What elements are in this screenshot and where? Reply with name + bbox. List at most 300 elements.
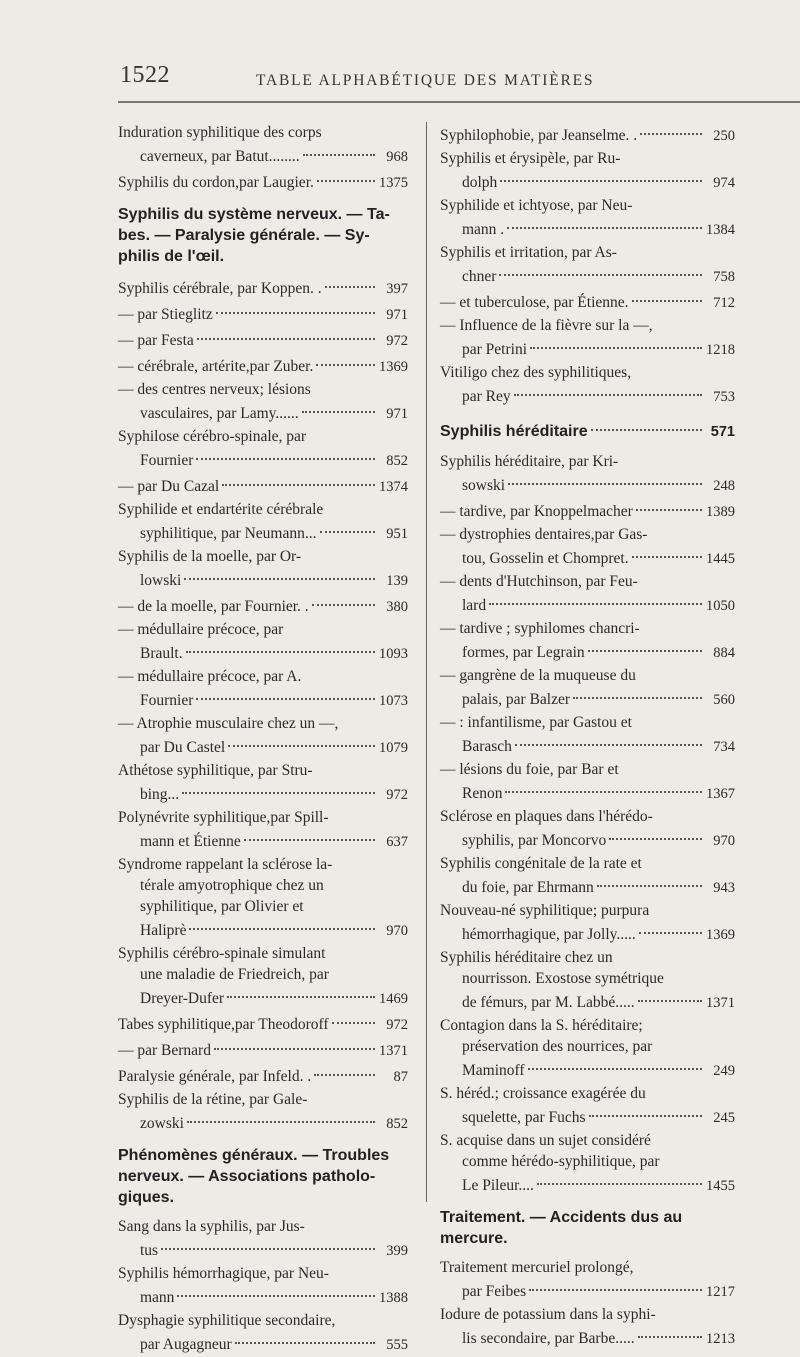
entry-text: Syphilis et érysipèle, par Ru- bbox=[440, 150, 621, 167]
entry-text: Maminoff bbox=[462, 1062, 525, 1079]
leader-dots bbox=[597, 869, 702, 887]
index-entry bbox=[440, 451, 735, 497]
header-rule bbox=[118, 101, 800, 103]
leader-dots bbox=[235, 1326, 375, 1344]
index-entry bbox=[440, 362, 735, 408]
index-entry bbox=[118, 426, 408, 472]
entry-line bbox=[440, 169, 735, 194]
entry-text: nerveux. — Associations patholo- bbox=[118, 1168, 376, 1185]
entry-text: lis secondaire, par Barbe..... bbox=[462, 1330, 635, 1347]
page-reference: 1389 bbox=[706, 504, 735, 520]
entry-line bbox=[440, 639, 735, 664]
section-heading bbox=[440, 418, 735, 443]
entry-text: Syphilis du cordon,par Laugier. bbox=[118, 174, 314, 191]
entry-line bbox=[118, 875, 408, 896]
entry-text: syphilis, par Moncorvo bbox=[462, 832, 607, 849]
page-number: 1522 bbox=[120, 62, 170, 88]
leader-dots bbox=[197, 322, 375, 340]
entry-text: philis de l'œil. bbox=[118, 248, 225, 265]
entry-text: mann . bbox=[462, 221, 505, 238]
leader-dots bbox=[609, 822, 702, 840]
entry-text: mercure. bbox=[440, 1230, 508, 1247]
entry-line bbox=[440, 545, 735, 570]
entry-text: — des centres nerveux; lésions bbox=[118, 381, 311, 398]
entry-line bbox=[440, 827, 735, 852]
index-entry bbox=[118, 619, 408, 665]
leader-dots bbox=[302, 395, 375, 413]
index-entry bbox=[118, 379, 408, 425]
entry-text: sowski bbox=[462, 477, 506, 494]
entry-text: Syphilis de la moelle, par Or- bbox=[118, 548, 302, 565]
page-reference: 1093 bbox=[379, 646, 408, 662]
section-heading bbox=[118, 1145, 408, 1208]
entry-line bbox=[118, 520, 408, 545]
leader-dots bbox=[573, 681, 702, 699]
page-reference: 380 bbox=[386, 599, 408, 615]
index-entry bbox=[118, 713, 408, 759]
entry-line bbox=[440, 1172, 735, 1197]
entry-line bbox=[118, 225, 408, 246]
entry-text: tus bbox=[140, 1242, 159, 1259]
entry-text: — par Du Cazal bbox=[118, 478, 220, 495]
index-entry bbox=[118, 353, 408, 378]
page-reference: 87 bbox=[393, 1069, 408, 1085]
entry-text: Syphilis congénitale de la rate et bbox=[440, 855, 642, 872]
entry-text: — par Festa bbox=[118, 332, 194, 349]
leader-dots bbox=[182, 776, 375, 794]
index-entry bbox=[118, 1310, 408, 1356]
entry-text: squelette, par Fuchs bbox=[462, 1109, 586, 1126]
entry-text: par Rey bbox=[462, 388, 511, 405]
leader-dots bbox=[177, 1279, 375, 1297]
page-reference: 250 bbox=[713, 128, 735, 144]
index-entry bbox=[440, 289, 735, 314]
page-reference: 1367 bbox=[706, 786, 735, 802]
entry-text: Sclérose en plaques dans l'hérédo- bbox=[440, 808, 653, 825]
entry-text: Nouveau-né syphilitique; purpura bbox=[440, 902, 650, 919]
index-entry bbox=[440, 195, 735, 241]
entry-text: Syndrome rappelant la sclérose la- bbox=[118, 856, 333, 873]
entry-line bbox=[440, 216, 735, 241]
index-entry bbox=[118, 473, 408, 498]
entry-text: par Feibes bbox=[462, 1283, 527, 1300]
entry-text: comme hérédo-syphilitique, par bbox=[462, 1153, 660, 1170]
leader-dots bbox=[317, 164, 375, 182]
entry-line bbox=[118, 1110, 408, 1135]
page-reference: 560 bbox=[713, 692, 735, 708]
entry-line bbox=[440, 1015, 735, 1036]
entry-text: Iodure de potassium dans la syphi- bbox=[440, 1306, 656, 1323]
entry-line bbox=[118, 1145, 408, 1166]
entry-text: mann et Étienne bbox=[140, 833, 241, 850]
page-reference: 971 bbox=[386, 307, 408, 323]
entry-text: Fournier bbox=[140, 452, 194, 469]
entry-text: — dents d'Hutchinson, par Feu- bbox=[440, 573, 638, 590]
entry-line bbox=[440, 122, 735, 147]
entry-text: Syphilide et ichtyose, par Neu- bbox=[440, 197, 633, 214]
entry-text: — lésions du foie, par Bar et bbox=[440, 761, 619, 778]
leader-dots bbox=[528, 1052, 702, 1070]
index-entry bbox=[440, 900, 735, 946]
entry-line bbox=[440, 592, 735, 617]
leader-dots bbox=[320, 515, 376, 533]
page-reference: 1213 bbox=[706, 1331, 735, 1347]
leader-dots bbox=[332, 1006, 375, 1024]
page-reference: 758 bbox=[713, 269, 735, 285]
leader-dots bbox=[515, 728, 702, 746]
page-reference: 637 bbox=[386, 834, 408, 850]
leader-dots bbox=[227, 980, 375, 998]
entry-text: Syphilide et endartérite cérébrale bbox=[118, 501, 324, 518]
entry-line bbox=[118, 1284, 408, 1309]
entry-text: syphilitique, par Olivier et bbox=[140, 898, 304, 915]
entry-text: — par Stieglitz bbox=[118, 306, 213, 323]
entry-text: — Influence de la fièvre sur la —, bbox=[440, 317, 653, 334]
page-reference: 712 bbox=[713, 295, 735, 311]
leader-dots bbox=[161, 1232, 375, 1250]
entry-line bbox=[118, 1331, 408, 1356]
entry-text: — tardive, par Knoppelmacher bbox=[440, 503, 633, 520]
index-entry bbox=[440, 1304, 735, 1350]
entry-text: Syphilophobie, par Jeanselme. . bbox=[440, 127, 638, 144]
entry-text: zowski bbox=[140, 1115, 184, 1132]
leader-dots bbox=[228, 729, 375, 747]
entry-line bbox=[118, 204, 408, 225]
index-entry bbox=[440, 1083, 735, 1129]
page-reference: 399 bbox=[386, 1243, 408, 1259]
entry-line bbox=[440, 289, 735, 314]
entry-line bbox=[440, 780, 735, 805]
leader-dots bbox=[312, 588, 375, 606]
entry-text: Fournier bbox=[140, 692, 194, 709]
entry-text: — cérébrale, artérite,par Zuber. bbox=[118, 358, 314, 375]
entry-text: vasculaires, par Lamy...... bbox=[140, 405, 299, 422]
entry-text: Contagion dans la S. héréditaire; bbox=[440, 1017, 643, 1034]
leader-dots bbox=[639, 916, 702, 934]
section-heading bbox=[118, 204, 408, 267]
leader-dots bbox=[489, 587, 702, 605]
page-reference: 249 bbox=[713, 1063, 735, 1079]
entry-text: térale amyotrophique chez un bbox=[140, 877, 324, 894]
entry-text: — : infantilisme, par Gastou et bbox=[440, 714, 632, 731]
page-reference: 753 bbox=[713, 389, 735, 405]
entry-text: par Du Castel bbox=[140, 739, 226, 756]
leader-dots bbox=[589, 1099, 702, 1117]
entry-text: bes. — Paralysie générale. — Sy- bbox=[118, 227, 370, 244]
page-reference: 1050 bbox=[706, 598, 735, 614]
entry-text: Syphilis hémorrhagique, par Neu- bbox=[118, 1265, 329, 1282]
page-reference: 139 bbox=[386, 573, 408, 589]
entry-text: Traitement mercuriel prolongé, bbox=[440, 1259, 634, 1276]
leader-dots bbox=[222, 468, 375, 486]
index-entry bbox=[440, 242, 735, 288]
index-entry bbox=[440, 1130, 735, 1197]
entry-text: caverneux, par Batut........ bbox=[140, 148, 300, 165]
entry-text: nourrisson. Exostose symétrique bbox=[462, 970, 664, 987]
entry-text: Athétose syphilitique, par Stru- bbox=[118, 762, 313, 779]
index-entry bbox=[118, 169, 408, 194]
entry-text: Barasch bbox=[462, 738, 512, 755]
leader-dots bbox=[505, 775, 702, 793]
right-column bbox=[440, 122, 735, 1351]
entry-text: Syphilis héréditaire bbox=[440, 423, 588, 440]
entry-line bbox=[118, 246, 408, 267]
entry-line bbox=[440, 336, 735, 361]
index-entry bbox=[118, 593, 408, 618]
entry-text: Paralysie générale, par Infeld. . bbox=[118, 1068, 312, 1085]
entry-text: Syphilis héréditaire chez un bbox=[440, 949, 613, 966]
leader-dots bbox=[591, 413, 702, 431]
entry-text: — et tuberculose, par Étienne. bbox=[440, 294, 629, 311]
index-entry bbox=[440, 853, 735, 899]
entry-line bbox=[440, 1130, 735, 1151]
entry-text: Syphilose cérébro-spinale, par bbox=[118, 428, 307, 445]
entry-line bbox=[440, 947, 735, 968]
leader-dots bbox=[244, 823, 375, 841]
entry-text: S. acquise dans un sujet considéré bbox=[440, 1132, 651, 1149]
page-reference: 971 bbox=[386, 406, 408, 422]
page-reference: 884 bbox=[713, 645, 735, 661]
index-entry bbox=[118, 1089, 408, 1135]
leader-dots bbox=[508, 467, 702, 485]
leader-dots bbox=[216, 296, 375, 314]
page-reference: 972 bbox=[386, 333, 408, 349]
page-reference: 1369 bbox=[379, 359, 408, 375]
leader-dots bbox=[632, 540, 702, 558]
entry-text: Tabes syphilitique,par Theodoroff bbox=[118, 1016, 329, 1033]
page-reference: 970 bbox=[386, 923, 408, 939]
entry-text: Polynévrite syphilitique,par Spill- bbox=[118, 809, 329, 826]
leader-dots bbox=[214, 1032, 375, 1050]
page-reference: 1079 bbox=[379, 740, 408, 756]
entry-text: de fémurs, par M. Labbé..... bbox=[462, 994, 635, 1011]
entry-line bbox=[118, 734, 408, 759]
index-entry bbox=[118, 1216, 408, 1262]
entry-line bbox=[118, 640, 408, 665]
entry-text: mann bbox=[140, 1289, 175, 1306]
entry-text: par Petrini bbox=[462, 341, 527, 358]
index-entry bbox=[440, 122, 735, 147]
page-reference: 555 bbox=[386, 1337, 408, 1353]
page-reference: 943 bbox=[713, 880, 735, 896]
entry-line bbox=[440, 874, 735, 899]
index-entry bbox=[118, 943, 408, 1010]
leader-dots bbox=[314, 1058, 375, 1076]
entry-text: Phénomènes généraux. — Troubles bbox=[118, 1147, 390, 1164]
page-reference: 968 bbox=[386, 149, 408, 165]
entry-line bbox=[440, 418, 735, 443]
entry-text: Induration syphilitique des corps bbox=[118, 124, 322, 141]
page-reference: 1374 bbox=[379, 479, 408, 495]
index-entry bbox=[118, 1263, 408, 1309]
entry-text: hémorrhagique, par Jolly..... bbox=[462, 926, 636, 943]
leader-dots bbox=[500, 164, 702, 182]
page-reference: 248 bbox=[713, 478, 735, 494]
entry-line bbox=[440, 686, 735, 711]
index-entry bbox=[440, 1257, 735, 1303]
entry-text: — gangrène de la muqueuse du bbox=[440, 667, 636, 684]
entry-text: chner bbox=[462, 268, 497, 285]
page-reference: 972 bbox=[386, 787, 408, 803]
leader-dots bbox=[638, 984, 702, 1002]
section-heading bbox=[440, 1207, 735, 1249]
entry-text: préservation des nourrices, par bbox=[462, 1038, 653, 1055]
page-reference: 1371 bbox=[379, 1043, 408, 1059]
page-reference: 852 bbox=[386, 453, 408, 469]
index-entry bbox=[440, 665, 735, 711]
entry-line bbox=[118, 169, 408, 194]
running-title: TABLE ALPHABÉTIQUE DES MATIÈRES bbox=[256, 72, 595, 89]
leader-dots bbox=[632, 284, 702, 302]
page-header bbox=[0, 0, 800, 110]
index-entry bbox=[118, 499, 408, 545]
left-column bbox=[118, 122, 408, 1357]
page-reference: 1388 bbox=[379, 1290, 408, 1306]
page-reference: 852 bbox=[386, 1116, 408, 1132]
entry-line bbox=[118, 593, 408, 618]
index-entry bbox=[118, 807, 408, 853]
leader-dots bbox=[588, 634, 702, 652]
entry-text: Syphilis héréditaire, par Kri- bbox=[440, 453, 619, 470]
entry-text: Syphilis et irritation, par As- bbox=[440, 244, 617, 261]
index-entry bbox=[440, 712, 735, 758]
entry-text: une maladie de Friedreich, par bbox=[140, 966, 329, 983]
index-entry bbox=[118, 760, 408, 806]
page-reference: 245 bbox=[713, 1110, 735, 1126]
index-entry bbox=[118, 666, 408, 712]
entry-text: Le Pileur.... bbox=[462, 1177, 534, 1194]
page-reference: 1371 bbox=[706, 995, 735, 1011]
entry-line bbox=[440, 1207, 735, 1228]
entry-line bbox=[118, 400, 408, 425]
page-reference: 970 bbox=[713, 833, 735, 849]
page-reference: 1445 bbox=[706, 551, 735, 567]
entry-text: lowski bbox=[140, 572, 182, 589]
entry-text: Syphilis du système nerveux. — Ta- bbox=[118, 206, 390, 223]
entry-line bbox=[440, 1228, 735, 1249]
entry-line bbox=[118, 781, 408, 806]
entry-line bbox=[440, 1057, 735, 1082]
entry-text: S. héréd.; croissance exagérée du bbox=[440, 1085, 646, 1102]
entry-line bbox=[440, 1104, 735, 1129]
entry-line bbox=[118, 1063, 408, 1088]
entry-line bbox=[440, 921, 735, 946]
column-divider bbox=[426, 122, 427, 1202]
leader-dots bbox=[638, 1320, 702, 1338]
entry-text: syphilitique, par Neumann... bbox=[140, 525, 317, 542]
leader-dots bbox=[507, 211, 702, 229]
entry-text: — dystrophies dentaires,par Gas- bbox=[440, 526, 648, 543]
index-entry bbox=[440, 806, 735, 852]
page-reference: 1369 bbox=[706, 927, 735, 943]
entry-text: Syphilis de la rétine, par Gale- bbox=[118, 1091, 308, 1108]
entry-text: Syphilis cérébrale, par Koppen. . bbox=[118, 280, 322, 297]
leader-dots bbox=[189, 912, 375, 930]
entry-text: Dysphagie syphilitique secondaire, bbox=[118, 1312, 336, 1329]
entry-text: Vitiligo chez des syphilitiques, bbox=[440, 364, 632, 381]
entry-line bbox=[440, 733, 735, 758]
page-reference: 1218 bbox=[706, 342, 735, 358]
index-entry bbox=[440, 759, 735, 805]
entry-line bbox=[118, 1166, 408, 1187]
leader-dots bbox=[196, 442, 375, 460]
entry-line bbox=[118, 1187, 408, 1208]
entry-line bbox=[118, 854, 408, 875]
index-entry bbox=[118, 122, 408, 168]
leader-dots bbox=[529, 1273, 702, 1291]
index-entry bbox=[118, 546, 408, 592]
entry-text: Renon bbox=[462, 785, 503, 802]
index-entry bbox=[440, 947, 735, 1014]
entry-line bbox=[118, 1237, 408, 1262]
entry-line bbox=[440, 498, 735, 523]
entry-text: lard bbox=[462, 597, 487, 614]
entry-text: Dreyer-Dufer bbox=[140, 990, 225, 1007]
entry-text: — médullaire précoce, par bbox=[118, 621, 284, 638]
entry-text: tou, Gosselin et Chompret. bbox=[462, 550, 629, 567]
entry-text: — Atrophie musculaire chez un —, bbox=[118, 715, 339, 732]
entry-line bbox=[118, 687, 408, 712]
entry-text: Haliprè bbox=[140, 922, 187, 939]
page-reference: 972 bbox=[386, 1017, 408, 1033]
entry-text: Syphilis cérébro-spinale simulant bbox=[118, 945, 326, 962]
entry-text: Traitement. — Accidents dus au bbox=[440, 1209, 683, 1226]
index-entry bbox=[440, 571, 735, 617]
page-reference: 951 bbox=[386, 526, 408, 542]
entry-text: dolph bbox=[462, 174, 498, 191]
leader-dots bbox=[187, 1105, 375, 1123]
index-entry bbox=[440, 315, 735, 361]
index-entry bbox=[118, 854, 408, 942]
leader-dots bbox=[636, 493, 702, 511]
entry-text: Sang dans la syphilis, par Jus- bbox=[118, 1218, 305, 1235]
page-reference: 1217 bbox=[706, 1284, 735, 1300]
index-entry bbox=[440, 498, 735, 523]
leader-dots bbox=[184, 562, 375, 580]
page-reference: 571 bbox=[710, 424, 735, 440]
leader-dots bbox=[303, 138, 375, 156]
page-reference: 1073 bbox=[379, 693, 408, 709]
entry-line bbox=[118, 943, 408, 964]
entry-text: du foie, par Ehrmann bbox=[462, 879, 594, 896]
entry-text: formes, par Legrain bbox=[462, 644, 585, 661]
entry-text: — médullaire précoce, par A. bbox=[118, 668, 302, 685]
entry-line bbox=[440, 1278, 735, 1303]
leader-dots bbox=[186, 635, 375, 653]
entry-line bbox=[440, 1325, 735, 1350]
index-entry bbox=[440, 148, 735, 194]
leader-dots bbox=[316, 348, 375, 366]
leader-dots bbox=[514, 378, 702, 396]
page-reference: 974 bbox=[713, 175, 735, 191]
entry-text: — tardive ; syphilomes chancri- bbox=[440, 620, 640, 637]
entry-text: par Augagneur bbox=[140, 1336, 232, 1353]
entry-text: Brault. bbox=[140, 645, 183, 662]
leader-dots bbox=[499, 258, 702, 276]
leader-dots bbox=[325, 270, 375, 288]
entry-line bbox=[118, 917, 408, 942]
leader-dots bbox=[640, 117, 702, 135]
leader-dots bbox=[537, 1167, 702, 1185]
entry-line bbox=[118, 353, 408, 378]
page-reference: 1455 bbox=[706, 1178, 735, 1194]
page-reference: 1469 bbox=[379, 991, 408, 1007]
entry-text: — de la moelle, par Fournier. . bbox=[118, 598, 309, 615]
entry-line bbox=[440, 989, 735, 1014]
index-entry bbox=[440, 1015, 735, 1082]
entry-text: — par Bernard bbox=[118, 1042, 211, 1059]
leader-dots bbox=[530, 331, 702, 349]
